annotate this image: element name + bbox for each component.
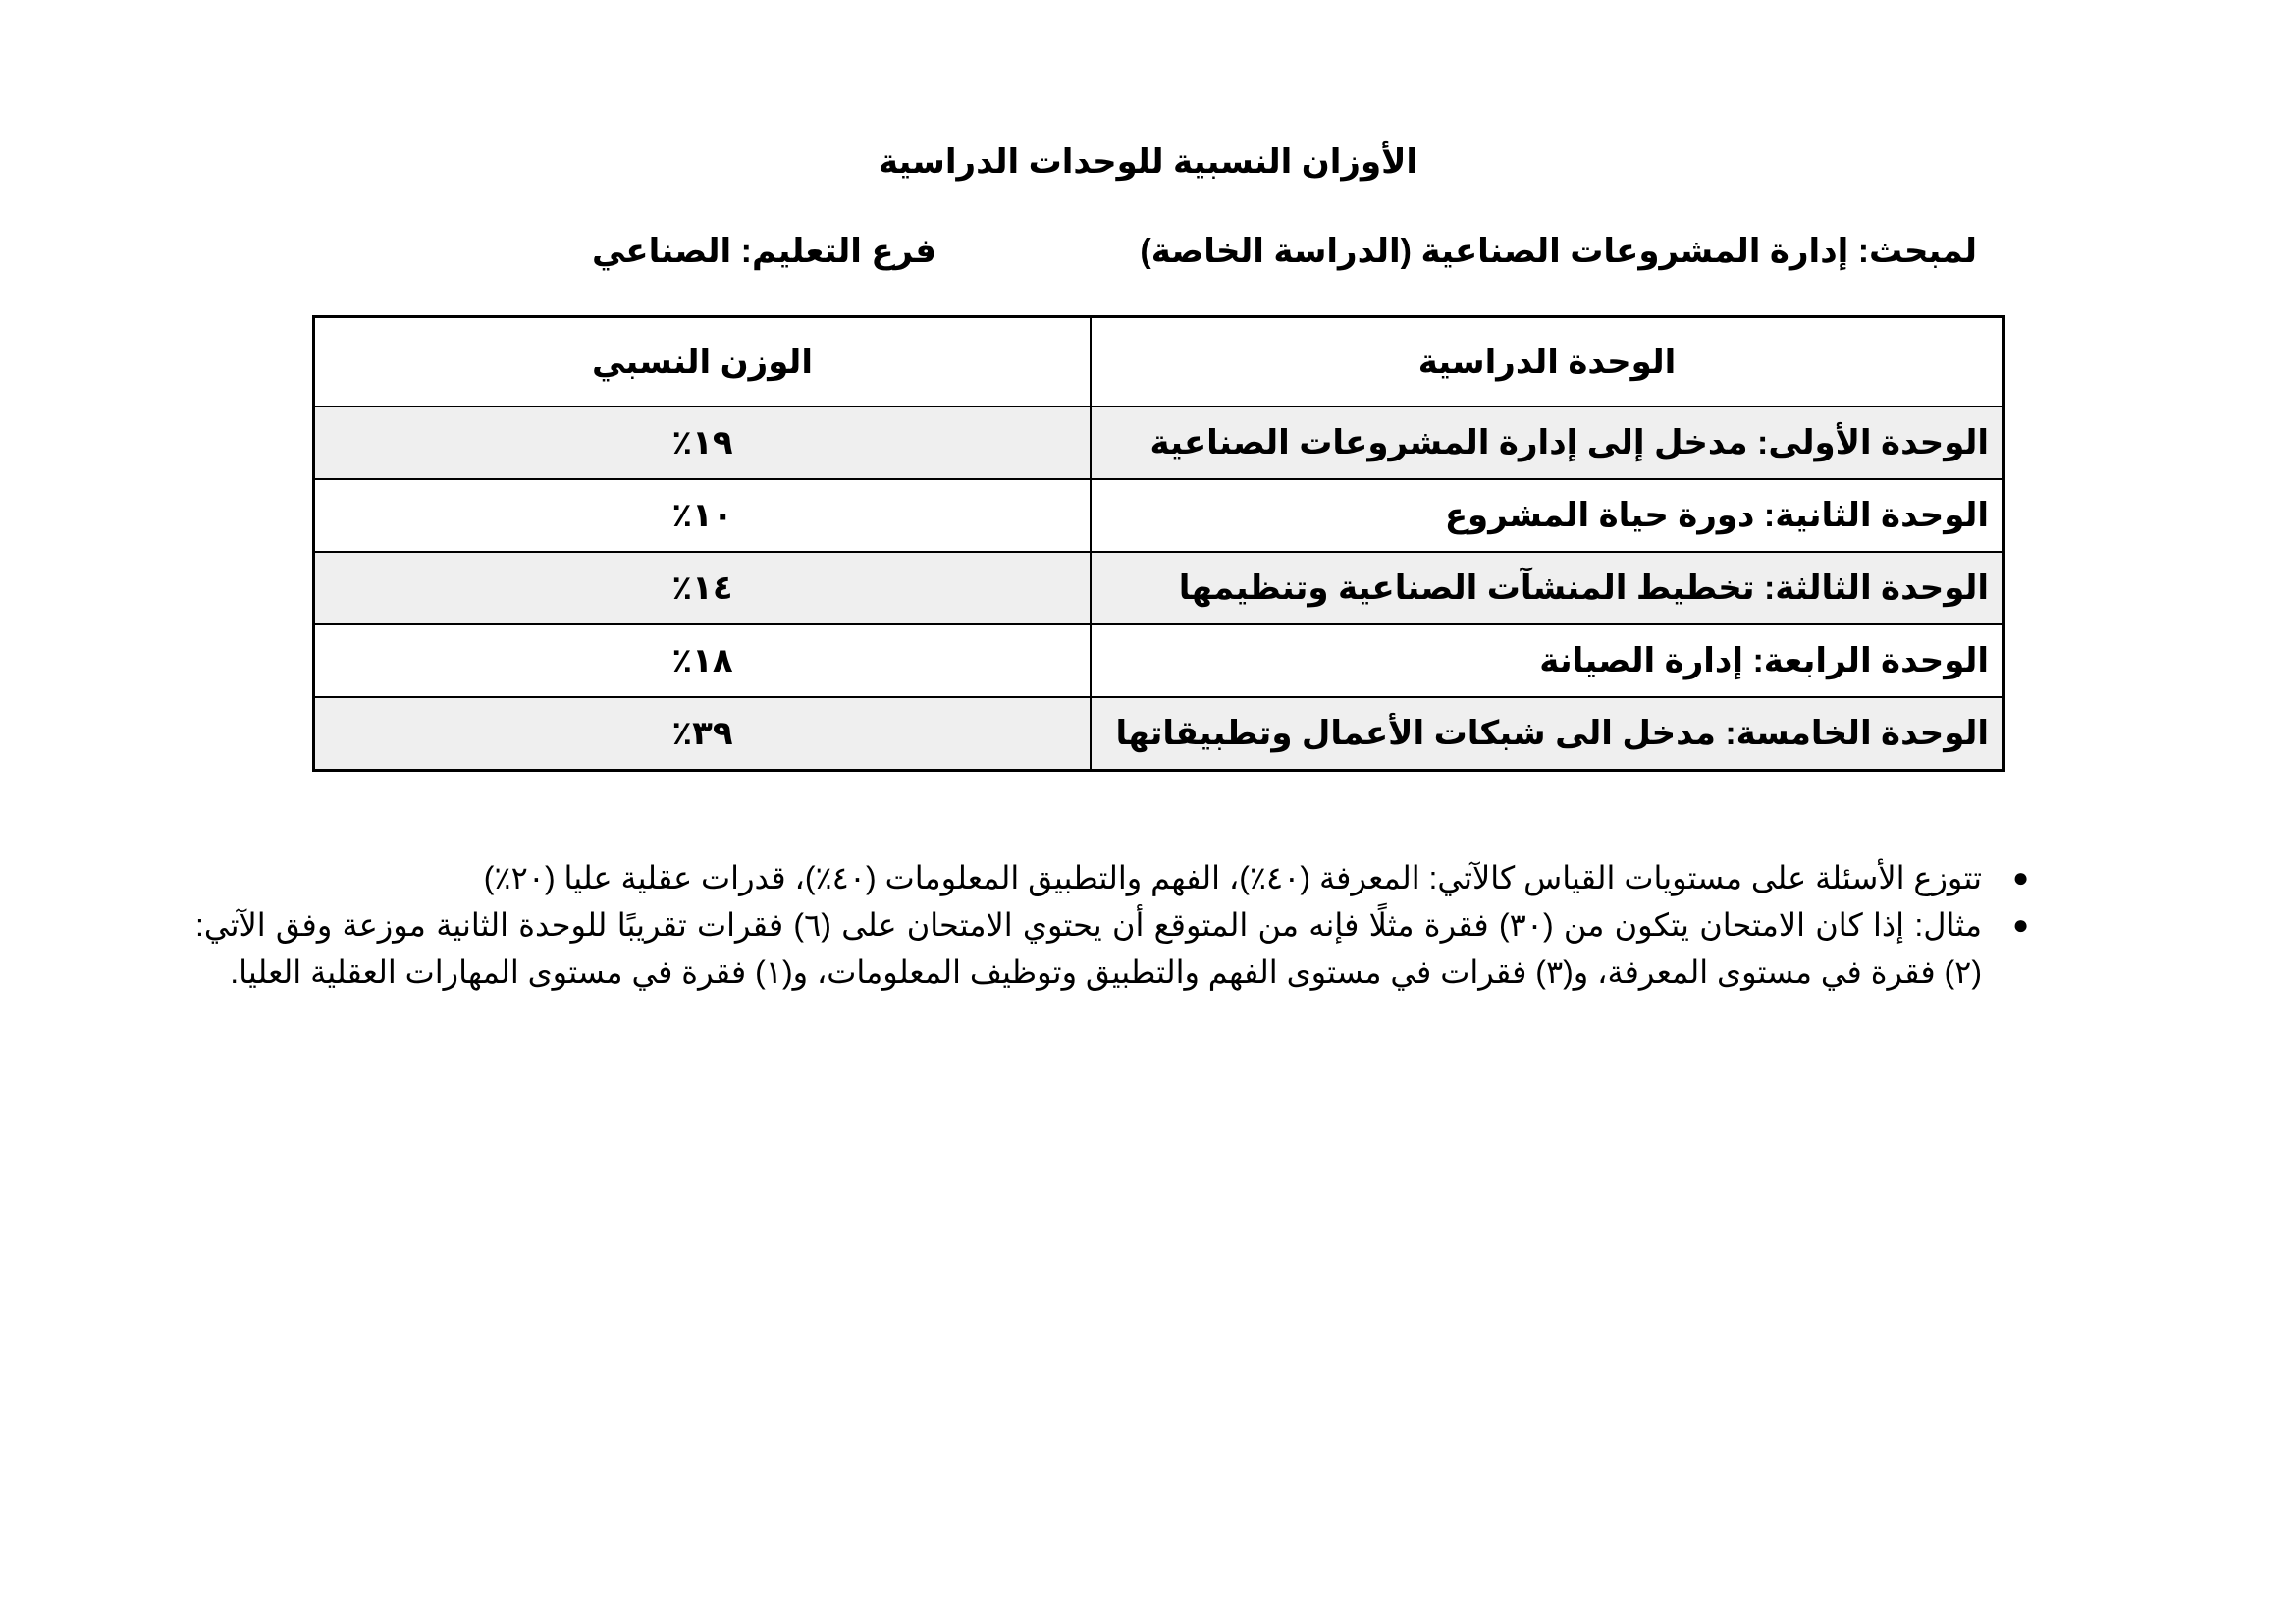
page-title: الأوزان النسبية للوحدات الدراسية [878, 143, 1418, 181]
unit-cell: الوحدة الثالثة: تخطيط المنشآت الصناعية وتنظيمها [1091, 552, 2004, 624]
table-row [314, 697, 2004, 771]
weight-cell: ١٩٪ [314, 406, 1092, 479]
weight-cell: ٣٩٪ [314, 697, 1092, 771]
unit-column-header: الوحدة الدراسية [1091, 317, 2004, 407]
note-text: مثال: إذا كان الامتحان يتكون من (٣٠) فقرة مثلًا فإنه من المتوقع أن يحتوي الامتحان على (٦) فقرات تقريبًا للوحدة الثانية موزعة وفق الآتي: (٢) فقرة في مستوى المعرفة، و(٣) فقرات في مستوى الفهم والتطبيق وتوظيف المعلومات، و(١) فقرة في مستوى المهارات العقلية العليا. [195, 907, 1983, 990]
weight-cell: ١٨٪ [314, 624, 1092, 697]
table-row [314, 624, 2004, 697]
bullet-icon: ● [2012, 909, 2029, 940]
weight-cell: ١٤٪ [314, 552, 1092, 624]
subject-line: لمبحث: إدارة المشروعات الصناعية (الدراسة الخاصة) [1140, 233, 1977, 270]
notes-list [195, 854, 2031, 996]
table-header-row [314, 317, 2004, 407]
weight-cell: ١٠٪ [314, 479, 1092, 552]
list-item [195, 901, 2031, 996]
list-item [195, 854, 2031, 901]
branch-line: فرع التعليم: الصناعي [592, 233, 936, 270]
bullet-icon: ● [2012, 862, 2029, 893]
table-row [314, 406, 2004, 479]
note-text: تتوزع الأسئلة على مستويات القياس كالآتي: المعرفة (٤٠٪)، الفهم والتطبيق المعلومات (٤٠٪)، قدرات عقلية عليا (٢٠٪) [483, 860, 1982, 895]
weight-column-header: الوزن النسبي [314, 317, 1092, 407]
unit-cell: الوحدة الأولى: مدخل إلى إدارة المشروعات الصناعية [1091, 406, 2004, 479]
weights-table [312, 315, 2005, 772]
unit-cell: الوحدة الخامسة: مدخل الى شبكات الأعمال وتطبيقاتها [1091, 697, 2004, 771]
table-row [314, 552, 2004, 624]
unit-cell: الوحدة الثانية: دورة حياة المشروع [1091, 479, 2004, 552]
unit-cell: الوحدة الرابعة: إدارة الصيانة [1091, 624, 2004, 697]
table-row [314, 479, 2004, 552]
